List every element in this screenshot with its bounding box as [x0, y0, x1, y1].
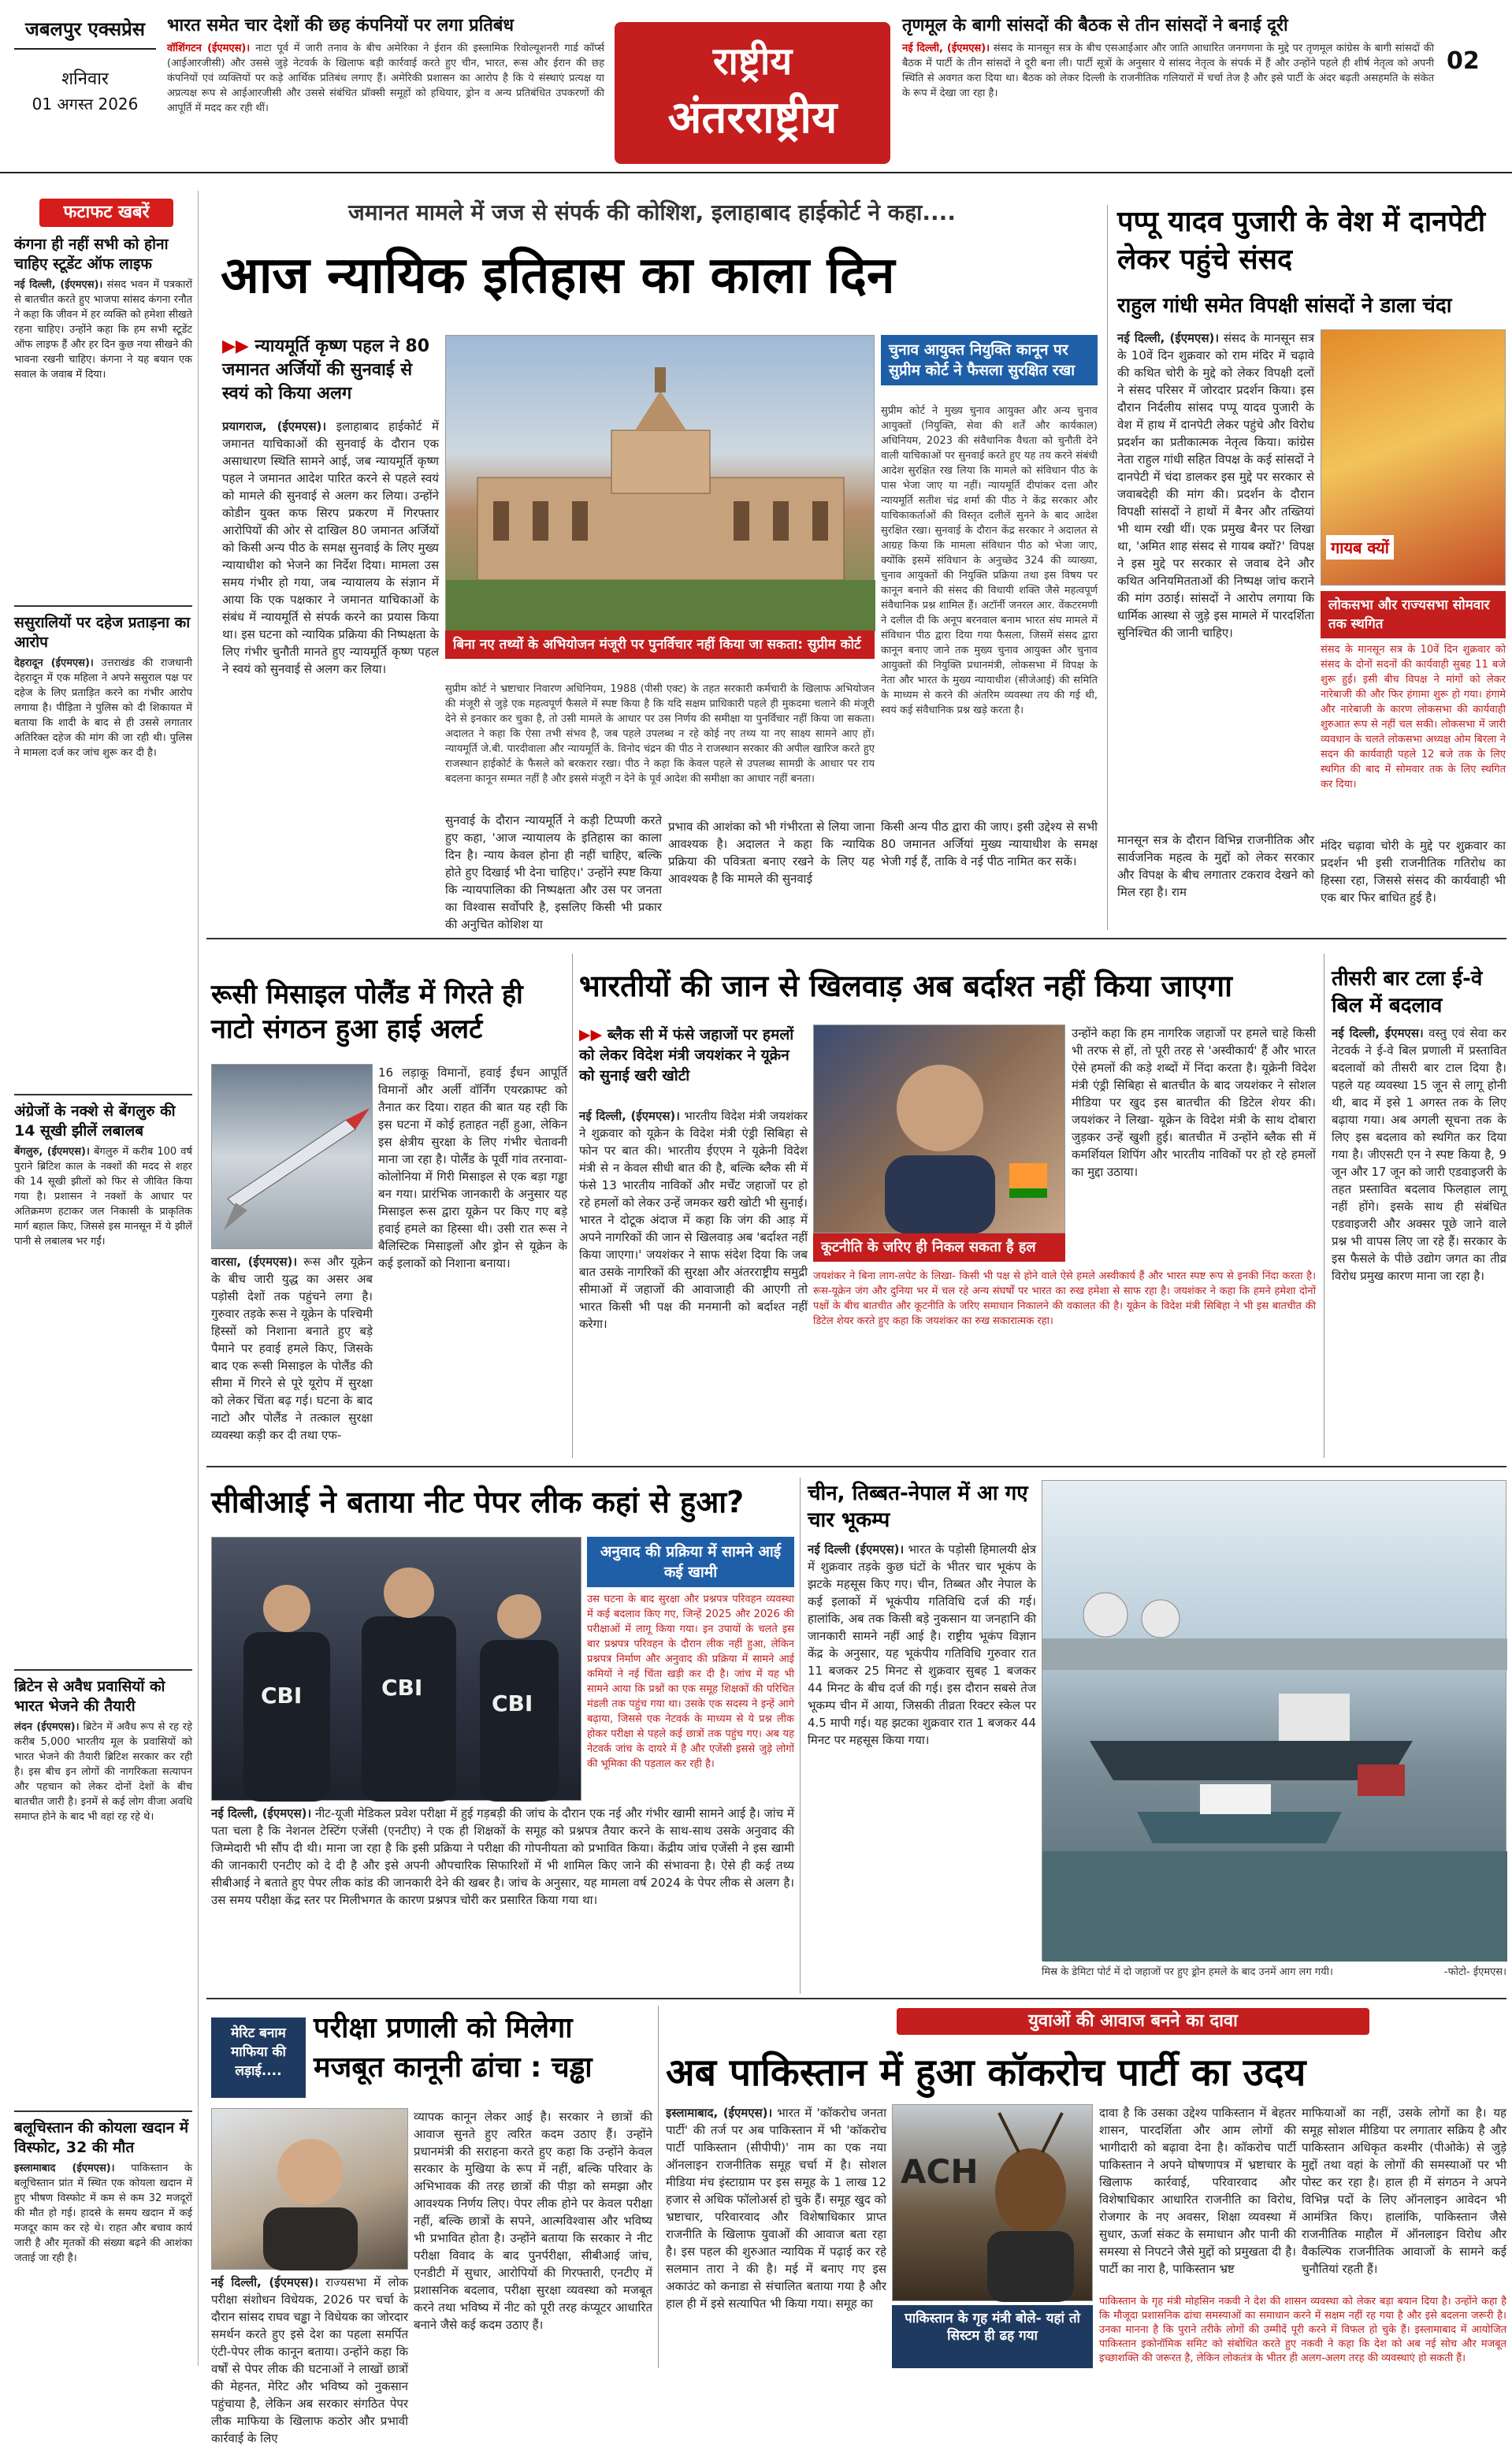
fatafat-item [14, 2118, 192, 2367]
lead-body-2: सुनवाई के दौरान न्यायमूर्ति ने कड़ी टिप्पणी करते हुए कहा, 'आज न्यायालय के इतिहास का काला दिन है। न्याय केवल होना ही नहीं चाहिए, बल्कि होते हुए दिखाई भी देना चाहिए।' उन्होंने स्पष्ट किया कि न्यायपालिका की निष्पक्षता और उस पर जनता का विश्वास सर्वोपरि है, इसलिए किसी भी प्रकार की अनुचित कोशिश या [445, 813, 662, 932]
photo-credit: -फोटो- ईएमएस। [1443, 1966, 1506, 1978]
russia-body-col2 [378, 1064, 567, 1458]
pak-body-2: इस पहल की शुरुआत न्यायिक में पढ़ाई कर रहे सलमान तारा ने की है। मई में बनाए गए इस अकाउंट को कनाडा से संचालित बताया गया है और हाल ही में इसे सत्यापित भी किया गया। समूह का [666, 2244, 886, 2311]
banner-text: ACH [901, 2152, 979, 2191]
pappu-body-4: मंदिर चढ़ावा चोरी के मुद्दे पर शुक्रवार का प्रदर्शन भी इसी राजनीतिक गतिरोध का हिस्सा रहा, जिससे संसद की कार्यवाही भी एक बार फिर बाधित हुई है। [1321, 839, 1506, 905]
chadha-photo [211, 2108, 408, 2270]
neet-body [211, 1805, 794, 1990]
fatafat-item-body: उत्तराखंड की राजधानी देहरादून में एक महिला ने अपने ससुराल पक्ष पर दहेज के लिए प्रताड़ित करने का गंभीर आरोप लगाया है। पीड़िता ने पुलिस को दी शिकायत में बताया कि शादी के बाद से ही उससे लगातार अतिरिक्त दहेज की मांग की जा रही थी। पुलिस ने मामला दर्ज कर जांच शुरू कर दी है। [14, 657, 192, 759]
lead-dateline: प्रयागराज, (ईएमएस)। [222, 419, 327, 433]
lead-body-4: किसी अन्य पीठ द्वारा की जाए। इसी उद्देश्य से सभी 80 जमानत अर्जियां मुख्य न्यायाधीश के समक्ष भेजी गई हैं, ताकि वे नई पीठ नामित कर सकें। [881, 820, 1098, 868]
pak-body-col1 [666, 2104, 886, 2368]
divider [14, 2110, 192, 2112]
fatafat-item-body: पाकिस्तान के बलूचिस्तान प्रांत में स्थित एक कोयला खदान में हुए भीषण विस्फोट में कम से कम 32 मजदूरों की मौत हो गई। हादसे के समय खदान में कई मजदूर काम कर रहे थे। राहत और बचाव कार्य जारी है और मृतकों की संख्या बढ़ने की आशंका जताई जा रही है। [14, 2163, 192, 2264]
chadha-dateline: नई दिल्ली, (ईएमएस)। [211, 2275, 318, 2289]
section-title-box [615, 22, 890, 164]
portrait-icon [212, 2109, 409, 2270]
fatafat-item-body: ब्रिटेन में अवैध रूप से रह रहे करीब 5,000 भारतीय मूल के प्रवासियों को भारत भेजने की तैयारी ब्रिटिश सरकार कर रही है। इस बीच इन लोगों की नागरिकता सत्यापन और पहचान को लेकर दोनों देशों के बीच बातचीत जारी है। इनमें से कई लोग वीजा अवधि समाप्त होने के बाद भी वहां रह रहे थे। [14, 1721, 192, 1823]
top-left-story [167, 14, 604, 168]
top-right-body: संसद के मानसून सत्र के बीच एसआईआर और जाति आधारित जनगणना के मुद्दे पर तृणमूल कांग्रेस के बागी सांसदों की बैठक में पार्टी के तीन सांसदों ने दूरी बना ली। पार्टी सूत्रों के अनुसार ये सांसद नेतृत्व के संपर्क में हैं और उन्होंने पहले ही शीर्ष नेतृत्व को अपनी स्थिति से अवगत करा दिया था। बैठक को लेकर दिल्ली के राजनीतिक गलियारों में चर्चा तेज है और इसे पार्टी के अंदर बढ़ती असहमति के संकेत के रूप में देखा जा रहा है। [902, 43, 1434, 99]
top-right-story [902, 14, 1434, 168]
fatafat-item-dateline: नई दिल्ली, (ईएमएस)। [14, 279, 103, 291]
top-left-dateline: वॉशिंगटन (ईएमएस)। [167, 43, 251, 54]
fatafat-item-dateline: बेंगलुरु, (ईएमएस)। [14, 1146, 90, 1158]
port-photo [1042, 1480, 1506, 1961]
divider [206, 1998, 1506, 1999]
lead-body-3: प्रभाव की आशंका को भी गंभीरता से लिया जाना आवश्यक है। अदालत ने कहा कि न्यायिक प्रक्रिया की पवित्रता बनाए रखने के लिए यह आवश्यक है कि मामले की सुनवाई [668, 820, 875, 886]
chadha-headline-2: मजबूत कानूनी ढांचा : चड्ढा [314, 2051, 593, 2084]
fatafat-item-dateline: लंदन (ईएमएस)। [14, 1721, 80, 1733]
neet-side-body: उस घटना के बाद सुरक्षा और प्रश्नपत्र परिवहन व्यवस्था में कई बदलाव किए गए, जिन्हें 2025 और 2026 की परीक्षाओं में लागू किया गया। इन उपायों के चलते इस बार प्रश्नपत्र परिवहन के दौरान लीक नहीं हुआ, लेकिन प्रश्नपत्र निर्माण और अनुवाद की प्रक्रिया में सामने आई कमियों ने नई चिंता खड़ी कर दी है। जांच में यह भी सामने आया कि प्रश्नों का एक समूह शिक्षकों की परिचित मंडली तक पहुंच गया था। उसके एक सदस्य ने इन्हें आगे बढ़ाया, जिससे एक नेटवर्क के माध्यम से ये प्रश्न लीक होकर परीक्षा से पहले कई छात्रों तक पहुंच गए। अब यह नेटवर्क जांच के दायरे में है और एजेंसी इससे जुड़े लोगों की भूमिका की पड़ताल कर रही है। [587, 1594, 794, 1770]
chadha-body-col1 [211, 2274, 408, 2445]
top-left-headline: भारत समेत चार देशों की छह कंपनियों पर लगा प्रतिबंध [167, 16, 515, 35]
fatafat-item [14, 1102, 192, 1661]
chadha-body-1: राज्यसभा में लोक परीक्षा संशोधन विधेयक, 2026 पर चर्चा के दौरान सांसद राघव चड्ढा ने विधेयक का जोरदार समर्थन करते हुए इसे देश का पहला समर्पित एंटी-पेपर लीक कानून बताया। उन्होंने कहा कि वर्षों से पेपर लीक की घटनाओं ने लाखों छात्रों की मेहनत, मेरिट और भविष्य को नुकसान पहुंचाया है, लेकिन अब सरकार संगठित पेपर लीक माफिया के खिलाफ कठोर और प्रभावी कार्रवाई के लिए [211, 2275, 408, 2445]
lead-headline: आज न्यायिक इतिहास का काला दिन [221, 247, 895, 305]
divider [14, 1669, 192, 1671]
pak-body-col3 [1099, 2104, 1296, 2289]
eway-headline: तीसरी बार टला ई-वे बिल में बदलाव [1332, 967, 1483, 1017]
protest-banner: गायब क्यों [1326, 535, 1394, 560]
jaishankar-subhead: ▶▶ ब्लैक सी में फंसे जहाजों पर हमलों को लेकर विदेश मंत्री जयशंकर ने यूक्रेन को सुनाई खरी खोटी [579, 1025, 808, 1086]
chadha-tag: मेरिट बनाम माफिया की लड़ाई.... [211, 2017, 306, 2098]
jaishankar-body-col1 [579, 1107, 808, 1458]
chadha-body-2: व्यापक कानून लेकर आई है। सरकार ने छात्रों की आवाज सुनते हुए त्वरित कदम उठाए हैं। उन्होंने प्रधानमंत्री की सराहना करते हुए कहा कि उन्होंने केवल सरकार के मुखिया के रूप में नहीं, बल्कि परिवार के अभिभावक की तरह छात्रों की पीड़ा को समझा और आवश्यक निर्णय लिए। पेपर लीक होने पर केवल परीक्षा नहीं, बल्कि छात्रों के सपने, आत्मविश्वास और भविष्य भी प्रभावित होता है। [414, 2110, 652, 2245]
top-right-headline: तृणमूल के बागी सांसदों की बैठक से तीन सांसदों ने बनाई दूरी [902, 16, 1288, 35]
fatafat-title: फटाफट खबरें [39, 199, 173, 227]
portrait-icon [814, 1025, 1066, 1234]
fatafat-item-body: संसद भवन में पत्रकारों से बातचीत करते हुए भाजपा सांसद कंगना रनौत ने कहा कि जीवन में हर व्यक्ति को हमेशा सीखते रहना चाहिए। उन्होंने कहा कि हम सभी स्टूडेंट ऑफ लाइफ हैं और हर दिन कुछ नया सीखने की भावना रखनी चाहिए। कंगना ने यह बयान एक सवाल के जवाब में दिया। [14, 279, 192, 381]
chadha-body-col2 [414, 2108, 652, 2368]
jaishankar-body-2: उन्होंने कहा कि हम नागरिक जहाजों पर हमले चाहे किसी भी तरफ से हों, तो पूरी तरह से 'अस्वीकार्य' हैं और भारत ऐसे हमलों की कड़े शब्दों में निंदा करता है। यूक्रेनी विदेश मंत्री एंड्री सिबिहा से बातचीत के बाद जयशंकर ने सोशल मीडिया पर खुद इस बातचीत की डिटेल शेयर की। जयशंकर ने लिखा- यूक्रेन के विदेश मंत्री के साथ दोबारा जुड़कर उन्हें खुशी हुई। बातचीत में उन्होंने ब्लैक सी में कमर्शियल शिपिंग और भारतीय नाविकों पर हो रहे हमलों का मुद्दा उठाया। [1072, 1026, 1316, 1179]
paper-date: 01 अगस्त 2026 [32, 95, 139, 113]
ec-headline: चुनाव आयुक्त नियुक्ति कानून पर सुप्रीम कोर्ट ने फैसला सुरक्षित रखा [881, 335, 1098, 385]
russia-body-2: 16 लड़ाकू विमानों, हवाई ईंधन आपूर्ति विमानों और अर्ली वॉर्निंग एयरक्राफ्ट को तैनात कर दिया। राहत की बात यह रही कि इस घटना में कोई हताहत नहीं हुआ, लेकिन इस क्षेत्रीय सुरक्षा के लिए गंभीर चेतावनी माना जा रहा है। [378, 1065, 567, 1166]
pappu-dateline: नई दिल्ली, (ईएमएस)। [1117, 331, 1220, 345]
jaishankar-photo-caption: कूटनीति के जरिए ही निकल सकता है हल [813, 1233, 1065, 1262]
pappu-body-1: संसद के मानसून सत्र के 10वें दिन शुक्रवार को राम मंदिर में चढ़ावे की कथित चोरी के मुद्दे को लेकर विपक्षी दलों ने संसद परिसर में जोरदार प्रदर्शन किया। इस दौरान निर्दलीय सांसद पप्पू यादव पुजारी के वेश में हाथ में दानपेटी लेकर पहुंचे और विरोध प्रदर्शन का प्रतीकात्मक नेतृत्व किया। कांग्रेस नेता राहुल गांधी सहित विपक्ष के कई सांसदों ने दानपेटी में चंदा डालकर इस मुद्दे पर सरकार से जवाबदेही की मांग की। [1117, 331, 1315, 501]
pak-body-4: कॉकरोच पार्टी पाकिस्तान ने अपने घोषणापत्र में भ्रष्टाचार के खिलाफ कार्रवाई, परिवारवाद और विशेषाधिकार आधारित राजनीति का विरोध, रोजगार के नए अवसर, शिक्षा व्यवस्था में सुधार, ऊर्जा संकट के समाधान और पानी की समस्या से निपटने जैसे मुद्दों को प्रमुखता दी है। पार्टी का नारा है, पाकिस्तान भ्रष्ट [1099, 2140, 1296, 2276]
ec-body: सुप्रीम कोर्ट ने मुख्य चुनाव आयुक्त और अन्य चुनाव आयुक्तों (नियुक्ति, सेवा की शर्तें और कार्यकाल) अधिनियम, 2023 की संवैधानिक वैधता को चुनौती देने वाली याचिकाओं पर सुनवाई करते हुए यह तय करने संबंधी आदेश सुरक्षित रख लिया कि मामले को संविधान पीठ के पास भेजा जाए या नहीं। न्यायमूर्ति दीपांकर दत्ता और न्यायमूर्ति सतीश चंद्र शर्मा की पीठ ने केंद्र सरकार और याचिकाकर्ताओं की विस्तृत दलीलें सुनने के बाद आदेश सुरक्षित रखा। सुनवाई के दौरान केंद्र सरकार ने अदालत से आग्रह किया कि मामला संविधान पीठ को भेजा जाए, क्योंकि इसमें संविधान के अनुच्छेद 324 की व्याख्या, चुनाव आयुक्तों की नियुक्ति प्रक्रिया तथा इस विषय पर कानून बनाने की संसद की विधायी शक्ति जैसे महत्वपूर्ण संवैधानिक प्रश्न शामिल हैं। अटॉर्नी जनरल आर. वेंकटरमणी ने दलील दी कि अनूप बरनवाल बनाम भारत संघ मामले में संविधान पीठ द्वारा दिया गया फैसला, जिसमें संसद द्वारा कानून बनाए जाने तक मुख्य चुनाव आयुक्त और चुनाव आयुक्तों की नियुक्ति प्रधानमंत्री, लोकसभा में विपक्ष के नेता और भारत के मुख्य न्यायाधीश (सीजेआई) की समिति के माध्यम से करने की अंतरिम व्यवस्था तय की गई थी, स्वयं कई संवैधानिक प्रश्न खड़े करता है। [881, 405, 1098, 716]
pak-dateline: इस्लामाबाद, (ईएमएस)। [666, 2106, 773, 2120]
quake-body [808, 1541, 1036, 1990]
pappu-subhead: राहुल गांधी समेत विपक्षी सांसदों ने डाला चंदा [1117, 294, 1452, 318]
paper-name: जबलपुर एक्सप्रेस [14, 16, 156, 50]
port-caption: मिस्र के डेमिटा पोर्ट में दो जहाजों पर हुए ड्रोन हमले के बाद उनमें आग लग गयी। [1042, 1966, 1333, 1978]
jaishankar-photo [813, 1025, 1065, 1233]
section-title-line1: राष्ट्रीय [712, 39, 793, 84]
fatafat-item-head: कंगना ही नहीं सभी को होना चाहिए स्टूडेंट ऑफ लाइफ [14, 236, 169, 273]
russia-dateline: वारसा, (ईएमएस)। [211, 1255, 298, 1269]
divider [206, 1466, 1506, 1467]
pak-headline: अब पाकिस्तान में हुआ कॉकरोच पार्टी का उदय [666, 2051, 1306, 2095]
quake-dateline: नई दिल्ली (ईएमएस)। [808, 1542, 905, 1556]
pak-body-3: दावा है कि उसका उद्देश्य पाकिस्तान में बेहतर शासन, पारदर्शिता और आम लोगों की भागीदारी को बढ़ावा देना है। [1099, 2106, 1296, 2155]
neet-headline: सीबीआई ने बताया नीट पेपर लीक कहां से हुआ? [211, 1485, 745, 1519]
svg-text:CBI: CBI [492, 1690, 533, 1716]
pappu-headline: पप्पू यादव पुजारी के वेश में दानपेटी लेकर पहुंचे संसद [1117, 206, 1486, 276]
russia-body-3: पोलैंड के पूर्वी गांव तरनावा-कोलोनिया में गिरी मिसाइल से एक बड़ा गड्ढा बन गया। प्रारंभिक जानकारी के अनुसार यह मिसाइल रूस द्वारा यूक्रेन पर किए गए बड़े हवाई हमले का हिस्सा थी। उसी रात रूस ने बैलिस्टिक मिसाइलों और ड्रोन से यूक्रेन के कई इलाकों को निशाना बनाया। [378, 1152, 567, 1270]
jaishankar-dateline: नई दिल्ली, (ईएमएस)। [579, 1109, 680, 1123]
neet-body-text: नीट-यूजी मेडिकल प्रवेश परीक्षा में हुई गड़बड़ी की जांच के दौरान एक नई और गंभीर खामी सामने आई है। जांच में पता चला है कि नेशनल टेस्टिंग एजेंसी (एनटीए) ने एक ही शिक्षकों के समूह को प्रश्नपत्र तैयार करने के साथ-साथ उसके अनुवाद की जिम्मेदारी भी सौंप दी थी। माना जा रहा है कि इसी प्रक्रिया ने परीक्षा की गोपनीयता को प्रभावित किया। केंद्रीय जांच एजेंसी ने इस खामी की जानकारी एनटीए को दे दी है और इसे अपनी औपचारिक सिफारिशों में भी शामिल किए जाने की संभावना है। ऐसे ही कई तथ्य सीबीआई ने बताते हुए पेपर लीक कांड की जानकारी देने की खबर है। जांच के अनुसार, यह मामला वर्ष 2024 के पेपर लीक से अलग है। उस समय परीक्षा केंद्र स्तर पर मिलीभगत के कारण प्रश्नपत्र चोरी कर प्रसारित किया गया था। [211, 1806, 794, 1907]
fatafat-item-head: ब्रिटेन से अवैध प्रवासियों को भारत भेजने की तैयारी [14, 1678, 165, 1715]
divider [800, 1478, 801, 1994]
fatafat-item-head: बलूचिस्तान की कोयला खदान में विस्फोट, 32 की मौत [14, 2119, 189, 2156]
cockroach-photo [892, 2104, 1093, 2301]
quake-headline: चीन, तिब्बत-नेपाल में आ गए चार भूकम्प [808, 1482, 1028, 1532]
fatafat-item-body: बेंगलुरु में करीब 100 वर्ष पुराने ब्रिटिश काल के नक्शों की मदद से शहर की 14 सूखी झीलों को फिर से जीवित किया गया है। प्रशासन ने नक्शों के आधार पर अतिक्रमण हटाकर जल निकासी के प्राकृतिक मार्ग बहाल किए, जिससे इस मानसून में ये झीलें पानी से लबालब भर गईं। [14, 1146, 192, 1248]
russia-body-col1 [211, 1253, 373, 1458]
pappu-photo [1321, 329, 1506, 586]
sc-body: सुप्रीम कोर्ट ने भ्रष्टाचार निवारण अधिनियम, 1988 (पीसी एक्ट) के तहत सरकारी कर्मचारी के खिलाफ अभियोजन की मंजूरी से जुड़े एक महत्वपूर्ण फैसले में स्पष्ट किया है कि यदि सक्षम प्राधिकारी पहले ही मुकदमा चलाने की मंजूरी देने से इनकार कर चुका है, तो उसी मामले के आधार पर उस निर्णय की समीक्षा या पुनर्विचार नहीं किया जा सकता। अदालत ने कहा कि ऐसा तभी संभव है, जब पहले उपलब्ध न रहे कोई नए तथ्य या नए साक्ष्य सामने आए हों। न्यायमूर्ति जे.बी. पारदीवाला और न्यायमूर्ति के. विनोद चंद्रन की पीठ ने राजस्थान सरकार की अपील खारिज करते हुए राजस्थान हाईकोर्ट के फैसले को बरकरार रखा। पीठ ने कहा कि केवल पहले से उपलब्ध सामग्री के आधार पर राय बदलना कानून सम्मत नहीं है और इससे मंजूरी न देने के पूर्व आदेश की समीक्षा का आधार नहीं बनता। [445, 683, 875, 785]
court-building-icon [446, 336, 875, 631]
pak-box-head: पाकिस्तान के गृह मंत्री बोले- यहां तो सिस्टम ही ढह गया [892, 2305, 1093, 2368]
russia-body-1: रूस और यूक्रेन के बीच जारी युद्ध का असर अब पड़ोसी देशों तक पहुंचने लगा है। गुरुवार तड़के रूस ने यूक्रेन के पश्चिमी हिस्सों को निशाना बनाते हुए बड़े पैमाने पर हवाई हमले किए, जिसके बाद एक रूसी मिसाइल के पोलैंड की सीमा में गिरने से पूरे यूरोप में सुरक्षा को लेकर चिंता बढ़ गई। घटना के बाद नाटो और पोलैंड ने तत्काल सुरक्षा व्यवस्था कड़ी कर दी तथा एफ- [211, 1255, 373, 1442]
cockroach-mascot-icon [893, 2105, 1094, 2302]
eway-dateline: नई दिल्ली, ईएमएस। [1332, 1026, 1424, 1040]
svg-text:CBI: CBI [261, 1683, 303, 1709]
fatafat-item-head: ससुरालियों पर दहेज प्रताड़ना का आरोप [14, 614, 191, 651]
pappu-box-body: संसद के मानसून सत्र के 10वें दिन शुक्रवार को संसद के दोनों सदनों की कार्यवाही सुबह 11 बजे शुरू हुई। इसी बीच विपक्ष ने मांगों को लेकर नारेबाजी की और फिर हंगामा शुरू हो गया। हंगामे और नारेबाजी के कारण लोकसभा की कार्यवाही शुरुआत रूप से नहीं चल सकी। लोकसभा में जारी व्यवधान के चलते लोकसभा अध्यक्ष ओम बिरला ने सदन की कार्यवाही पहले 12 बजे तक के लिए स्थगित की बाद में सोमवार तक के लिए स्थगित कर दिया। [1321, 644, 1506, 790]
lead-subhead: ▶▶ न्यायमूर्ति कृष्ण पहल ने 80 जमानत अर्जियों की सुनवाई से स्वयं को किया अलग [222, 335, 439, 406]
pak-box-body: पाकिस्तान के गृह मंत्री मोहसिन नकवी ने देश की शासन व्यवस्था को लेकर बड़ा बयान दिया है। उन्होंने कहा है कि मौजूदा प्रशासनिक ढांचा समस्याओं का समाधान करने में सक्षम नहीं रह गया है और इसे बदलना जरूरी है। उनका मानना है कि पुराने तरीके लोगों की उम्मीदें पूरी करने में विफल हो चुके हैं। इस्लामाबाद में आयोजित पाकिस्तान इकोनॉमिक समिट को संबोधित करते हुए नकवी ने कहा कि देश को अब नई सोच और मजबूत इच्छाशक्ति की जरूरत है, लेकिन लोकतंत्र के भीतर ही अलग-अलग तरह की व्यवस्थाएं हो सकती हैं। [1099, 2296, 1506, 2364]
divider [658, 2006, 659, 2368]
fatafat-item [14, 235, 192, 597]
pak-band: युवाओं की आवाज बनने का दावा [897, 2008, 1369, 2035]
sc-headline: बिना नए तथ्यों के अभियोजन मंजूरी पर पुनर्विचार नहीं किया जा सकता: सुप्रीम कोर्ट [445, 630, 875, 659]
pak-body-1: भारत में 'कॉकरोच जनता पार्टी' की तर्ज पर अब पाकिस्तान में भी 'कॉकरोच पार्टी पाकिस्तान (सीपीपी)' नाम का एक नया ऑनलाइन राजनीतिक समूह चर्चा में है। सोशल मीडिया मंच इंस्टाग्राम पर इस समूह के 1 लाख 12 हजार से अधिक फॉलोअर्स हो चुके हैं। समूह खुद को भ्रष्टाचार, परिवारवाद और विशेषाधिकार प्राप्त राजनीति के खिलाफ युवाओं की आवाज बता रहा है। [666, 2106, 886, 2259]
missile-icon [212, 1065, 373, 1250]
pappu-body-3: मानसून सत्र के दौरान विभिन्न राजनीतिक और सार्वजनिक महत्व के मुद्दों को लेकर सरकार और विपक्ष के बीच लगातार टकराव देखने को मिल रहा है। राम [1117, 833, 1314, 899]
missile-photo [211, 1064, 373, 1249]
jaishankar-box: जयशंकर ने बिना लाग-लपेट के लिखा- किसी भी पक्ष से होने वाले ऐसे हमले अस्वीकार्य हैं और भारत स्पष्ट रूप से इनकी निंदा करता है। रूस-यूक्रेन जंग और दुनिया भर में चल रहे अन्य संघर्षों पर भारत का रुख हमेशा से साफ रहा है। जयशंकर ने कहा कि हमने हमेशा दोनों पक्षों के बीच बातचीत और कूटनीति के जरिए समाधान निकालने की वकालत की है। यूक्रेन के विदेश मंत्री सिबिहा ने भी इस बातचीत की डिटेल शेयर करते हुए कहा कि जयशंकर का रुख सकारात्मक रहा। [813, 1270, 1316, 1327]
top-right-dateline: नई दिल्ली, (ईएमएस)। [902, 43, 990, 54]
fatafat-item [14, 613, 192, 1086]
quake-body-text: भारत के पड़ोसी हिमालयी क्षेत्र में शुक्रवार तड़के कुछ घंटों के भीतर चार भूकंप के झटके महसूस किए गए। चीन, तिब्बत और नेपाल के कई इलाकों में भूकंपीय गतिविधि दर्ज की गई। हालांकि, अब तक किसी बड़े नुकसान या जनहानि की जानकारी सामने नहीं आई है। राष्ट्रीय भूकंप विज्ञान केंद्र के अनुसार, यह भूकंपीय गतिविधि गुरुवार रात 11 बजकर 25 मिनट से शुक्रवार सुबह 1 बजकर 44 मिनट के बीच दर्ज की गई। इस दौरान सबसे तेज भूकम्प चीन में आया, जिसकी तीव्रता रिक्टर स्केल पर 4.5 मापी गई। यह झटका शुक्रवार रात 1 बजकर 44 मिनट पर महसूस किया गया। [808, 1542, 1036, 1747]
fatafat-item [14, 1677, 192, 2103]
paper-day: शनिवार [61, 69, 109, 89]
lead-body-col1 [222, 418, 439, 906]
divider [14, 605, 192, 607]
ships-icon [1042, 1481, 1507, 1962]
jaishankar-headline: भारतीयों की जान से खिलवाड़ अब बर्दाश्त नहीं किया जाएगा [579, 969, 1232, 1003]
lead-body-1: इलाहाबाद हाईकोर्ट में जमानत याचिकाओं की सुनवाई के दौरान एक असाधारण स्थिति सामने आई, जब न्यायमूर्ति कृष्ण पहल ने जमानत आदेश पारित करने से पहले स्वयं को मामले की सुनवाई से अलग कर लिया। उन्होंने कोडीन युक्त कफ सिरप प्रकरण में गिरफ्तार आरोपियों की ओर से दाखिल 80 जमानत अर्जियों को किसी अन्य पीठ के समक्ष सुनवाई के लिए मुख्य न्यायाधीश को भेजने का निर्देश दिया। मामला उस समय गंभीर हो गया, जब न्यायालय के संज्ञान में आया कि एक पक्षकार ने जमानत याचिकाओं के संबंध में न्यायमूर्ति से संपर्क करने का प्रयास किया था। इस घटना को न्यायिक प्रक्रिया की निष्पक्षता के लिए गंभीर चुनौती मानते हुए न्यायमूर्ति कृष्ण पहल ने स्वयं को सुनवाई से अलग कर लिया। [222, 419, 439, 676]
jaishankar-body-1: भारतीय विदेश मंत्री जयशंकर ने शुक्रवार को यूक्रेन के विदेश मंत्री एंड्री सिबिहा से फोन पर बात की। भारतीय ईएएम ने यूक्रेनी विदेश मंत्री से न केवल सीधी बात की है, बल्कि ब्लैक सी में फंसे 13 भारतीय नाविकों और मर्चेंट जहाजों पर हो रहे हमलों को लेकर उन्हें जमकर खरी खोटी भी सुनाई। भारत ने दोटूक अंदाज में कहा कि जंग की आड़ में अपने नागरिकों की जान से खिलवाड़ अब 'बर्दाश्त नहीं किया जाएगा।' जयशंकर ने साफ संदेश दिया कि जब बात उसके नागरिकों की सुरक्षा और अंतरराष्ट्रीय समुद्री सीमाओं में जहाजों की आवाजाही की आएगी तो भारत किसी भी पक्ष की मनमानी को बर्दाश्त नहीं करेगा। [579, 1109, 808, 1331]
pappu-body-col1 [1117, 329, 1314, 826]
chadha-body-3: उन्होंने बताया कि सरकार ने नीट परीक्षा विवाद के बाद पुनर्परीक्षा, सीबीआई जांच, एनडीटी में सुधार, आरोपियों की गिरफ्तारी, एनटीए में प्रशासनिक बदलाव, परीक्षा सुरक्षा व्यवस्था को मजबूत करने तथा भविष्य में नीट को पूरी तरह कंप्यूटर आधारित बनाने जैसे कई कदम उठाए हैं। [414, 2231, 652, 2332]
cbi-photo [211, 1537, 581, 1801]
section-title-line2: अंतरराष्ट्रीय [667, 92, 838, 143]
pappu-box-head: लोकसभा और राज्यसभा सोमवार तक स्थगित [1321, 591, 1506, 638]
eway-body-text: वस्तु एवं सेवा कर नेटवर्क ने ई-वे बिल प्रणाली में प्रस्तावित बदलावों को तीसरी बार टाल दिया है। पहले यह व्यवस्था 15 जून से लागू होनी थी, बाद में इसे 1 अगस्त तक के लिए बढ़ाया गया। अब अगली सूचना तक के लिए इस बदलाव को स्थगित कर दिया गया है। जीएसटी एन ने स्पष्ट किया है, 9 जून और 17 जून को जारी एडवाइजरी के तहत प्रस्तावित बदलाव फिलहाल लागू नहीं होंगे। इसके साथ ही संबंधित एडवाइजरी और अक्सर पूछे जाने वाले प्रश्न भी वापस लिए जा रहे हैं। सरकार के इस फैसले के पीछे उद्योग जगत का तीव्र विरोध प्रमुख कारण माना जा रहा है। [1332, 1026, 1506, 1283]
eway-body [1332, 1025, 1506, 1458]
top-left-body: नाटा पूर्व में जारी तनाव के बीच अमेरिका ने ईरान की इस्लामिक रिवोल्यूशनरी गार्ड कॉर्प्स (आईआरजीसी) और उससे जुड़े नेटवर्क के खिलाफ बड़ी कार्रवाई करते हुए चीन, भारत, रूस और ईरान की छह कंपनियों एवं व्यक्तियों पर कड़े आर्थिक प्रतिबंध लगाए हैं। अमेरिकी प्रशासन का आरोप है कि ये संस्थाएं प्रत्यक्ष या अप्रत्यक्ष रूप से आईआरजीसी और उससे संबंधित प्रॉक्सी समूहों को हथियार, ड्रोन व अन्य प्रतिबंधित उपकरणों की आपूर्ति में मदद कर रही थीं। [167, 43, 605, 114]
neet-dateline: नई दिल्ली, (ईएमएस)। [211, 1806, 312, 1820]
lead-kicker: जमानत मामले में जज से संपर्क की कोशिश, इलाहाबाद हाईकोर्ट ने कहा.... [348, 199, 956, 225]
divider [14, 1094, 192, 1095]
russia-headline: रूसी मिसाइल पोलैंड में गिरते ही नाटो संगठन हुआ हाई अलर्ट [211, 979, 523, 1045]
high-court-photo [445, 335, 875, 630]
divider [206, 938, 1506, 939]
fatafat-item-head: अंग्रेजों के नक्शे से बेंगलुरु की 14 सूखी झीलें लबालब [14, 1103, 176, 1140]
fatafat-item-dateline: देहरादून (ईएमएस)। [14, 657, 94, 669]
chadha-headline-1: परीक्षा प्रणाली को मिलेगा [314, 2012, 573, 2044]
neet-side-head: अनुवाद की प्रक्रिया में सामने आई कई खामी [587, 1537, 794, 1587]
svg-text:CBI: CBI [381, 1675, 423, 1701]
divider [572, 954, 573, 1458]
fatafat-item-dateline: इस्लामाबाद (ईएमएस)। [14, 2163, 115, 2174]
page-number: 02 [1447, 47, 1480, 75]
cbi-officers-icon [212, 1538, 582, 1802]
pappu-body-2: प्रदर्शन के दौरान विपक्षी सांसदों ने हाथों में बैनर और तख्तियां भी थाम रखी थीं। एक प्रमुख बैनर पर लिखा था, 'अमित शाह संसद से गायब क्यों?' विपक्ष ने इस मुद्दे पर सरकार से जवाब देने और कथित अनियमितताओं की निष्पक्ष जांच कराने की मांग उठाई। सांसदों ने आरोप लगाया कि धार्मिक आस्था से जुड़े इस मामले में पारदर्शिता सुनिश्चित की जानी चाहिए। [1117, 487, 1314, 640]
pak-body-5: माफियाओं का नहीं, उसके लोगों का है। यह समूह सोशल मीडिया पर लगातार सक्रिय है और पाकिस्तान अधिकृत कश्मीर (पीओके) से जुड़े मुद्दों तथा वहां के लोगों की समस्याओं पर भी पोस्ट कर रहा है। हाल ही में संगठन ने अपने विभिन्न पदों के लिए ऑनलाइन आवेदन भी आमंत्रित किए। हालांकि, पाकिस्तान जैसे राजनीतिक माहौल में ऑनलाइन विरोध और वैकल्पिक राजनीतिक आवाजों के सामने कई चुनौतियां रहती हैं। [1302, 2106, 1506, 2276]
divider [1107, 205, 1108, 930]
